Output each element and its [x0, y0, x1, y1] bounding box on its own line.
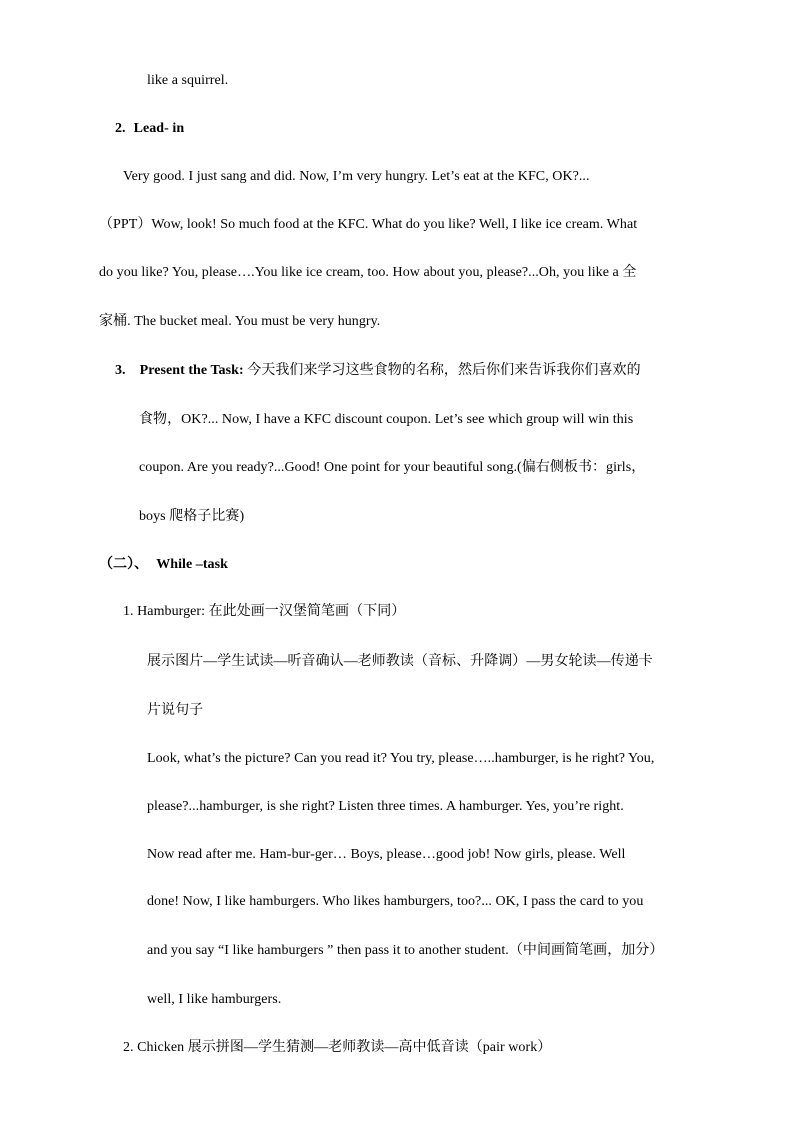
- text-line: do you like? You, please….You like ice cream, too. How about you, please?...Oh, you like a 全: [99, 265, 637, 280]
- text-line: coupon. Are you ready?...Good! One point for your beautiful song.(偏右侧板书：girls，: [139, 460, 646, 475]
- subsection-heading-hamburger: 1. Hamburger: 在此处画一汉堡简笔画（下同）: [123, 604, 406, 619]
- section-number: 3.: [115, 363, 126, 378]
- text-line: boys 爬格子比赛): [139, 509, 245, 524]
- text-line: 展示图片—学生试读—听音确认—老师教读（音标、升降调）—男女轮读—传递卡: [147, 654, 653, 669]
- section-title: Lead- in: [133, 121, 185, 136]
- text-line: please?...hamburger, is she right? Listen three times. A hamburger. Yes, you’re right.: [147, 799, 624, 814]
- text-line: Look, what’s the picture? Can you read it? You try, please…..hamburger, is he right? You,: [147, 751, 655, 766]
- section-heading-lead-in: [115, 120, 184, 138]
- section-heading-while-task: [99, 556, 228, 574]
- section-title: Present the Task:: [139, 363, 244, 378]
- section-number: （二）、: [99, 557, 149, 572]
- text-line: Very good. I just sang and did. Now, I’m very hungry. Let’s eat at the KFC, OK?...: [123, 169, 590, 184]
- section-heading-present-task: [115, 362, 641, 380]
- subsection-heading-chicken: 2. Chicken 展示拼图—学生猜测—老师教读—高中低音读（pair work）: [123, 1040, 552, 1055]
- text-line: well, I like hamburgers.: [147, 992, 282, 1007]
- section-text: 今天我们来学习这些食物的名称，然后你们来告诉我你们喜欢的: [247, 363, 641, 378]
- text-line: like a squirrel.: [147, 73, 229, 88]
- text-line: 家桶. The bucket meal. You must be very hungry.: [99, 314, 381, 329]
- text-line: and you say “I like hamburgers ” then pass it to another student.（中间画简笔画，加分）: [147, 943, 664, 958]
- text-line: 食物，OK?... Now, I have a KFC discount coupon. Let’s see which group will win this: [139, 412, 634, 427]
- section-number: 2.: [115, 121, 126, 136]
- text-line: Now read after me. Ham-bur-ger… Boys, please…good job! Now girls, please. Well: [147, 847, 626, 862]
- text-line: 片说句子: [147, 703, 204, 718]
- section-title: While –task: [156, 557, 228, 572]
- text-line: （PPT）Wow, look! So much food at the KFC. What do you like? Well, I like ice cream. What: [99, 217, 638, 232]
- text-line: done! Now, I like hamburgers. Who likes hamburgers, too?... OK, I pass the card to you: [147, 894, 644, 909]
